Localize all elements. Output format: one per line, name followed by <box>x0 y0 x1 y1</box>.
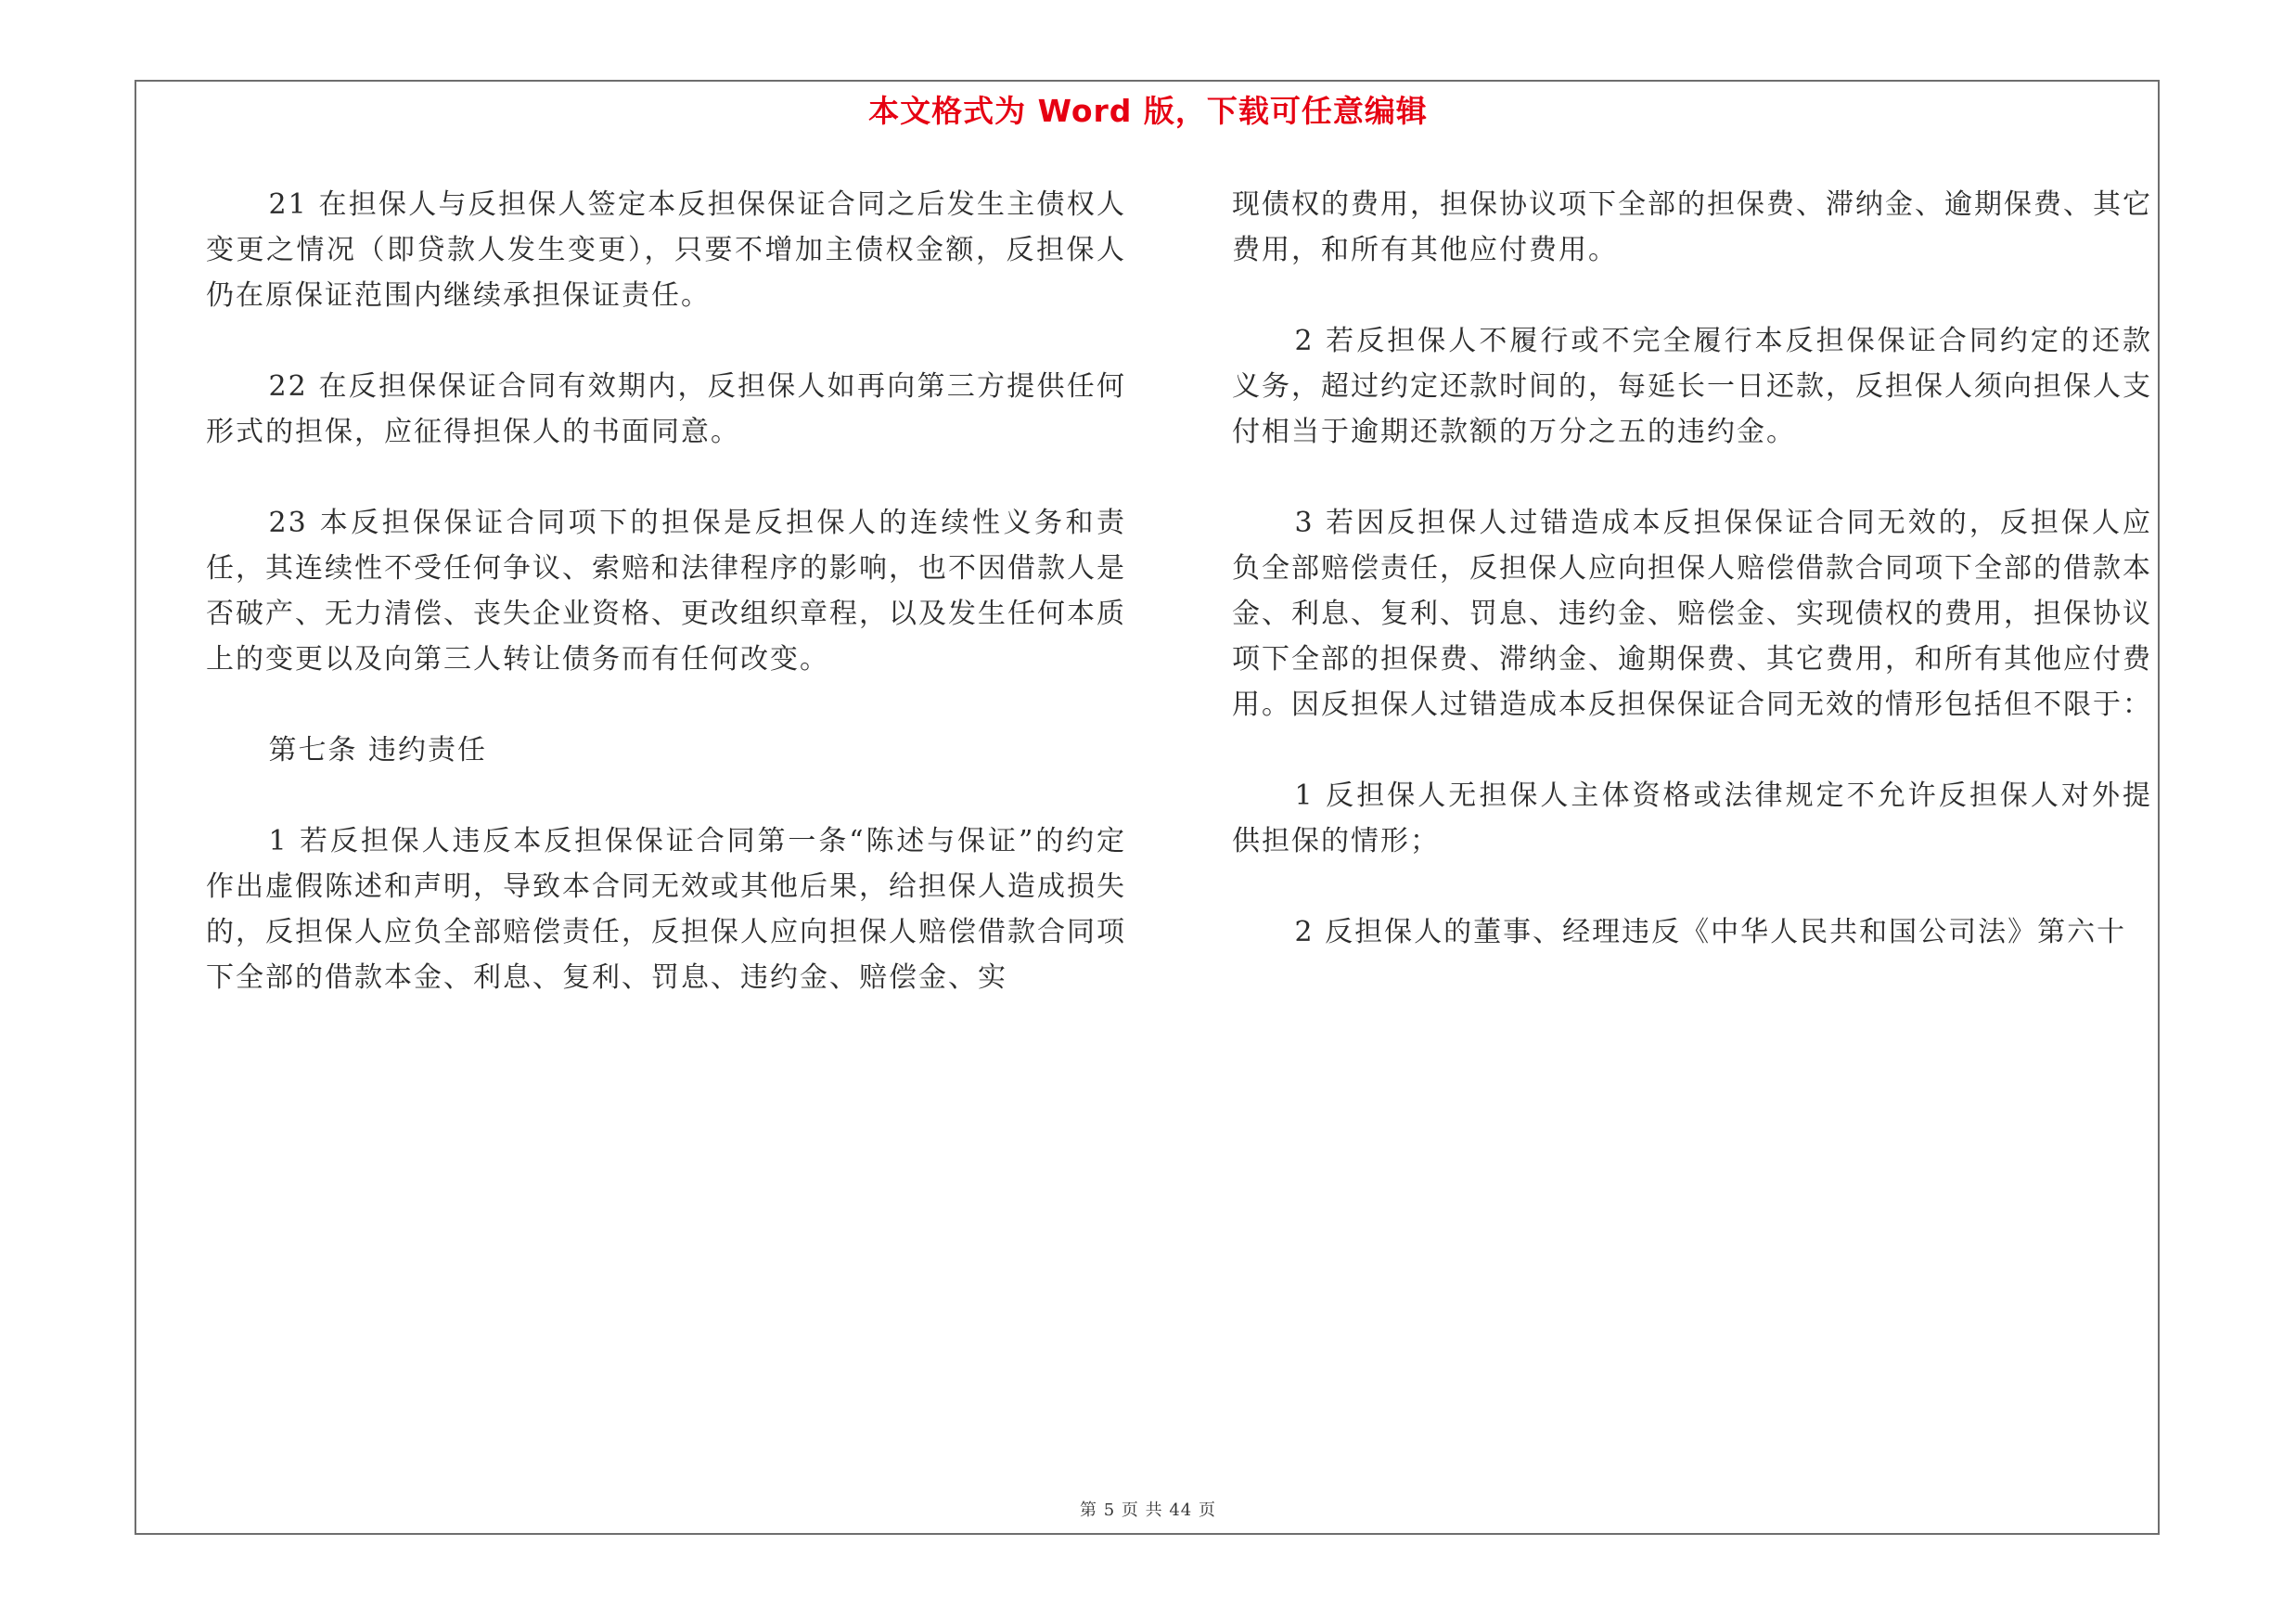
invalidity-case-1: 1 反担保人无担保人主体资格或法律规定不允许反担保人对外提供担保的情形； <box>1232 779 2152 857</box>
clause-22: 22 在反担保保证合同有效期内，反担保人如再向第三方提供任何形式的担保，应征得担保人的书面同意。 <box>206 370 1126 448</box>
clause-23: 23 本反担保保证合同项下的担保是反担保人的连续性义务和责任，其连续性不受任何争议、索赔和法律程序的影响，也不因借款人是否破产、无力清偿、丧失企业资格、更改组织章程，以及发生任何本质上的变更以及向第三人转让债务而有任何改变。 <box>206 507 1126 676</box>
format-banner: 本文格式为 Word 版，下载可任意编辑 <box>868 93 1428 129</box>
article-7-heading: 第七条 违约责任 <box>268 734 488 766</box>
liability-item-3: 3 若因反担保人过错造成本反担保保证合同无效的，反担保人应负全部赔偿责任，反担保人应向担保人赔偿借款合同项下全部的借款本金、利息、复利、罚息、违约金、赔偿金、实现债权的费用，担保协议项下全部的担保费、滞纳金、逾期保费、其它费用，和所有其他应付费用。因反担保人过错造成本反担保保证合同无效的情形包括但不限于： <box>1232 507 2152 721</box>
liability-item-1-continued: 现债权的费用，担保协议项下全部的担保费、滞纳金、逾期保费、其它费用，和所有其他应付费用。 <box>1232 188 2152 266</box>
liability-item-2: 2 若反担保人不履行或不完全履行本反担保保证合同约定的还款义务，超过约定还款时间的，每延长一日还款，反担保人须向担保人支付相当于逾期还款额的万分之五的违约金。 <box>1232 325 2152 448</box>
invalidity-case-2: 2 反担保人的董事、经理违反《中华人民共和国公司法》第六十 <box>1294 916 2127 948</box>
left-column <box>206 182 1126 1046</box>
liability-item-1: 1 若反担保人违反本反担保保证合同第一条“陈述与保证”的约定作出虚假陈述和声明，导致本合同无效或其他后果，给担保人造成损失的，反担保人应负全部赔偿责任，反担保人应向担保人赔偿借款合同项下全部的借款本金、利息、复利、罚息、违约金、赔偿金、实 <box>206 825 1126 994</box>
right-column <box>1232 182 2152 1000</box>
clause-21: 21 在担保人与反担保人签定本反担保保证合同之后发生主债权人变更之情况（即贷款人发生变更），只要不增加主债权金额，反担保人仍在原保证范围内继续承担保证责任。 <box>206 188 1126 312</box>
page-number: 第 5 页 共 44 页 <box>1080 1501 1216 1520</box>
